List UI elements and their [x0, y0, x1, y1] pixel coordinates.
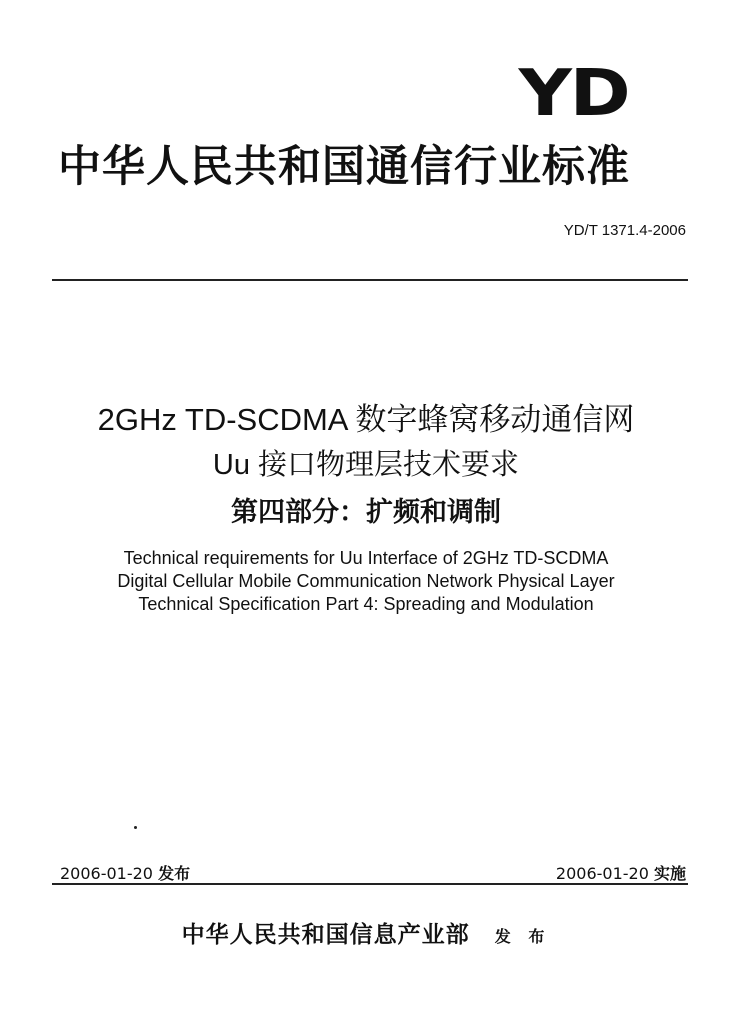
publisher-line: [0, 916, 732, 949]
implementation-date: [556, 861, 686, 884]
implementation-date-value: 2006-01-20: [555, 864, 649, 883]
standard-logo: YD: [518, 57, 628, 131]
publish-label: 发 布: [494, 927, 551, 946]
issue-date-label: 发布: [158, 864, 191, 883]
standard-category: 中华人民共和国通信行业标准: [58, 142, 630, 192]
implementation-date-label: 实施: [653, 864, 686, 883]
standard-number: YD/T 1371.4-2006: [563, 222, 686, 239]
bottom-divider: [52, 883, 688, 885]
top-divider: [52, 279, 688, 281]
en-title-line-2: Digital Cellular Mobile Communication Network Physical Layer: [117, 571, 615, 591]
issue-date: [60, 861, 190, 884]
en-title-line-3: Technical Specification Part 4: Spreading and Modulation: [138, 594, 594, 614]
scan-speck: [134, 826, 137, 829]
issue-date-value: 2006-01-20: [60, 864, 153, 883]
en-title-line-1: Technical requirements for Uu Interface of 2GHz TD-SCDMA: [123, 548, 609, 568]
cn-title-line-1: 2GHz TD-SCDMA 数字蜂窝移动通信网: [97, 402, 635, 437]
publisher-name: 中华人民共和国信息产业部: [181, 921, 470, 948]
cn-title-line-3: 第四部分：扩频和调制: [231, 497, 501, 528]
cn-title-line-2: Uu 接口物理层技术要求: [212, 449, 520, 481]
